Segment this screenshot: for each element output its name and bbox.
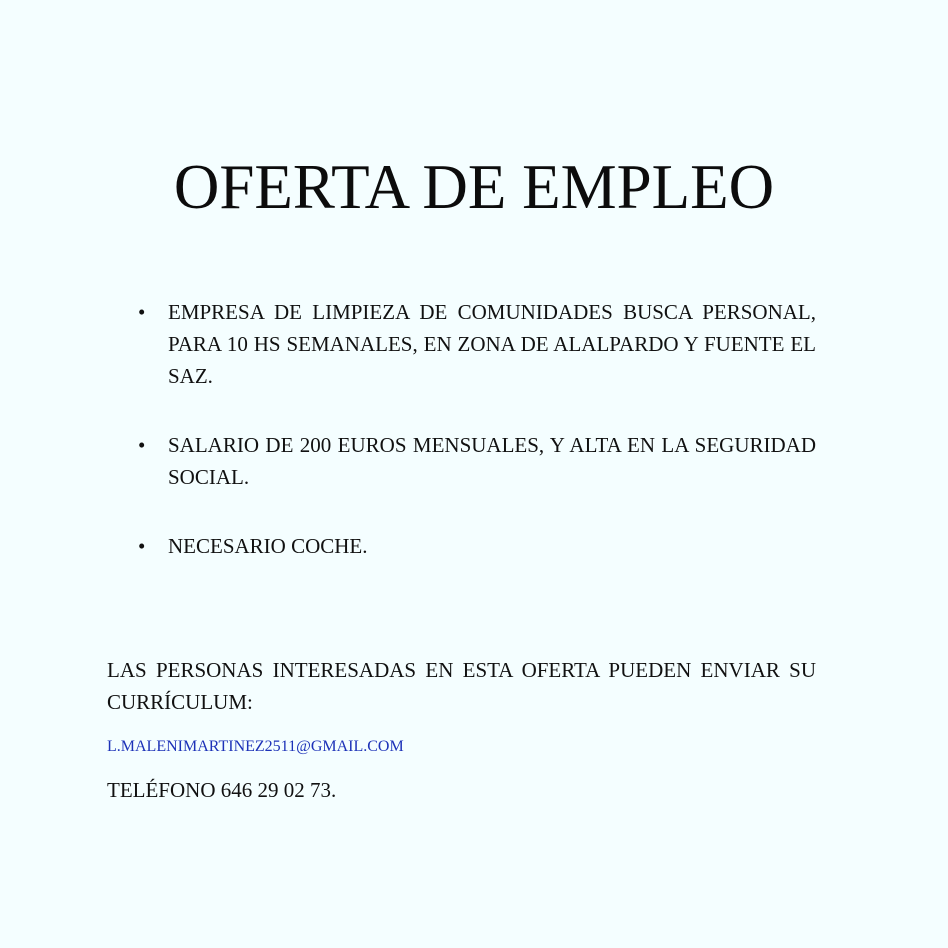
list-item (138, 530, 816, 562)
contact-intro: LAS PERSONAS INTERESADAS EN ESTA OFERTA PUEDEN ENVIAR SU CURRÍCULUM: (107, 658, 816, 714)
list-item-text: SALARIO DE 200 EUROS MENSUALES, Y ALTA EN LA SEGURIDAD SOCIAL. (168, 433, 816, 489)
bullet-icon: • (138, 534, 146, 558)
requirements-list (138, 296, 816, 599)
email-link[interactable]: L.MALENIMARTINEZ2511@GMAIL.COM (107, 738, 404, 755)
list-item (138, 429, 816, 493)
list-item-text: EMPRESA DE LIMPIEZA DE COMUNIDADES BUSCA PERSONAL, PARA 10 HS SEMANALES, EN ZONA DE ALALPARDO Y FUENTE EL SAZ. (168, 300, 816, 388)
list-item (138, 296, 816, 392)
page-title: OFERTA DE EMPLEO (173, 152, 775, 222)
bullet-icon: • (138, 433, 146, 457)
list-item-text: NECESARIO COCHE. (168, 534, 368, 558)
bullet-icon: • (138, 300, 146, 324)
contact-section (107, 654, 816, 806)
phone-text: TELÉFONO 646 29 02 73. (107, 778, 337, 802)
